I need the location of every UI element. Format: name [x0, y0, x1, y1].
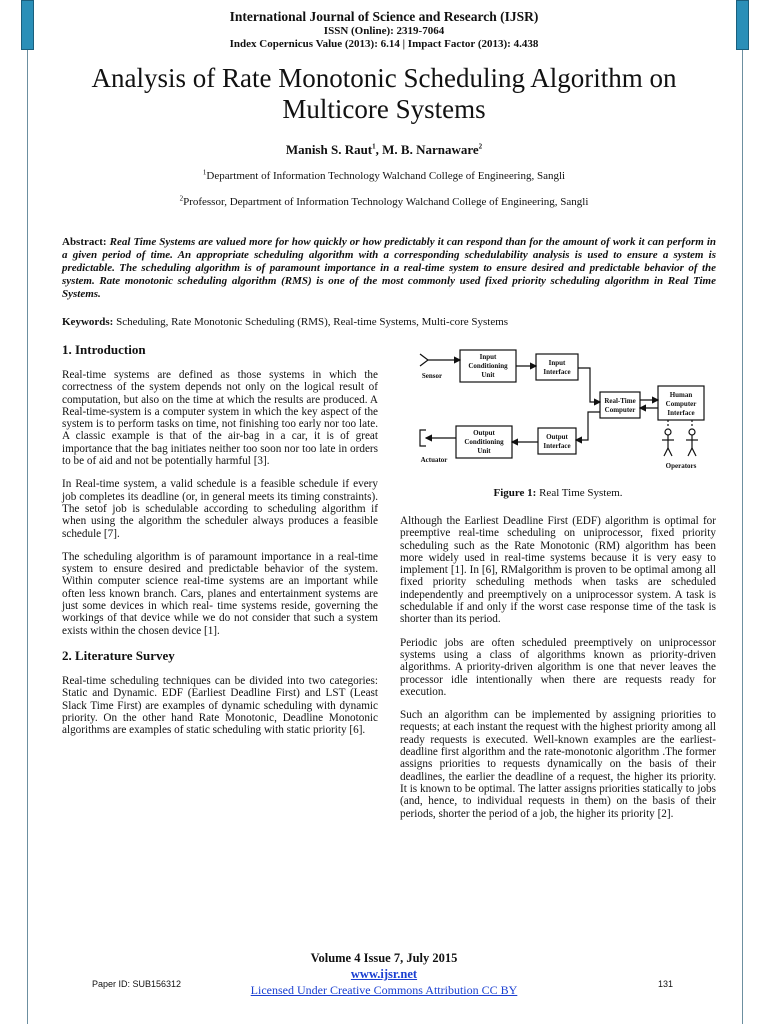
figure-caption	[400, 487, 716, 499]
affiliation-1: $^1$Department of Information Technology Walchand College of Engineering, Sangli	[202, 168, 566, 182]
section-heading-introduction: 1. Introduction	[62, 342, 146, 357]
section-heading-literature-survey: 2. Literature Survey	[62, 647, 175, 663]
affiliation-2: $^2$Professor, Department of Information Technology Walchand College of Engineering, Sangli	[179, 194, 589, 208]
real-time-computer-box	[600, 392, 640, 418]
svg-text:Unit: Unit	[477, 447, 491, 455]
svg-text:Output: Output	[473, 429, 495, 437]
paragraph: Although the Earliest Deadline First (EDF) algorithm is optimal for preemptive real-time scheduling on uniprocessor, fixed priority scheduling such as the Rate Monotonic (RM) algorithm has been more widely used in real-time systems because it is very easy to implement [1]. In [6], RMalgorithm is proven to be optimal among all fixed priority scheduling methods when tasks are scheduled independently and preemptively on a uniprocessor system. A task is schedulable if and only if the worst case response time of the task is shorter than its period.	[400, 515, 716, 626]
svg-text:Conditioning: Conditioning	[464, 438, 504, 446]
abstract	[62, 236, 716, 301]
svg-text:Output: Output	[546, 433, 568, 441]
figure-real-time-system	[414, 346, 716, 476]
output-interface-box	[538, 428, 576, 454]
journal-issn: ISSN (Online): 2319-7064	[323, 25, 445, 37]
figure-caption-text: Real Time System.	[536, 487, 623, 499]
footer-url-link[interactable]: www.ijsr.net	[350, 967, 418, 981]
paper-title: Analysis of Rate Monotonic Scheduling Algorithm on Multicore Systems	[91, 63, 677, 124]
footer-license-link[interactable]: Licensed Under Creative Commons Attribution CC BY	[250, 983, 518, 997]
paragraph: In Real-time system, a valid schedule is a feasible schedule if every job completes its deadline (or, in general meets its timing constraints). The setof job is schedulable according to scheduling algorithm if when using the algorithm the scheduler always produces a feasible schedule [7].	[62, 478, 378, 540]
svg-text:Human: Human	[669, 391, 693, 399]
svg-text:Operators: Operators	[665, 462, 697, 470]
svg-text:Conditioning: Conditioning	[468, 362, 508, 370]
journal-index: Index Copernicus Value (2013): 6.14 | Impact Factor (2013): 4.438	[229, 38, 539, 50]
journal-header	[0, 9, 768, 51]
svg-text:Input: Input	[479, 353, 497, 361]
block-diagram	[414, 346, 716, 476]
footer-volume: Volume 4 Issue 7, July 2015	[310, 951, 458, 965]
svg-text:Interface: Interface	[543, 442, 571, 450]
svg-text:Input: Input	[548, 359, 566, 367]
paragraph: Real-time scheduling techniques can be divided into two categories: Static and Dynamic. EDF (Earliest Deadline First) and LST (Least Slack Time First) are examples of dynamic scheduling with dynamic priority. On the other hand Rate Monotonic, Deadline Monotonic algorithms are examples of static scheduling with static priority [6].	[62, 674, 378, 737]
author-line: Manish S. Raut$^1$, M. B. Narnaware$^2$	[285, 142, 483, 157]
input-interface-box	[536, 354, 578, 380]
svg-text:Sensor: Sensor	[421, 372, 443, 380]
svg-text:Actuator: Actuator	[420, 456, 448, 464]
svg-text:Computer: Computer	[665, 400, 697, 408]
author-2: M. B. Narnaware	[382, 142, 479, 157]
svg-text:Interface: Interface	[667, 409, 695, 417]
journal-name: International Journal of Science and Research (IJSR)	[229, 9, 539, 24]
paragraph: Periodic jobs are often scheduled preemptively on uniprocessor systems using a class of algorithms known as priority-driven algorithms. A priority-driven algorithm is one that never leaves the processor idle intentionally when there are requests ready for execution.	[400, 636, 716, 698]
keywords-text: Scheduling, Rate Monotonic Scheduling (RMS), Real-time Systems, Multi-core Systems	[116, 316, 509, 328]
svg-text:Interface: Interface	[543, 368, 571, 376]
paper-id: Paper ID: SUB156312	[92, 979, 182, 989]
right-column	[400, 515, 716, 831]
paragraph: Such an algorithm can be implemented by assigning priorities to requests; at each instant the request with the highest priority among all ready requests is executed. Well-known examples are the earliest-deadline first algorithm and the rate-monotonic algorithm .The former assigns priorities to requests dynamically on the basis of their deadlines, the earlier the deadline of a request, the higher its priority. It is known to be optimal. The latter assigns priorities statically to jobs (and, hence, to individual requests in them) on the basis of their periods, shorter the period of a job, the higher its priority [2].	[400, 709, 716, 820]
svg-text:Real-Time: Real-Time	[604, 397, 636, 405]
svg-text:Computer: Computer	[604, 406, 636, 414]
keywords	[62, 316, 716, 329]
paragraph: The scheduling algorithm is of paramount importance in a real-time system to ensure desired and predictable behavior of the system. Within computer science real-time systems are an important while often less known branch. Cars, planes and entertainment systems are just some devices in which real- time systems reside, governing the workings of that device while we do not consider that such a system exists within the chosen device [1].	[62, 550, 378, 637]
author-1: Manish S. Raut	[285, 142, 373, 157]
svg-text:Unit: Unit	[481, 371, 495, 379]
abstract-text: Real Time Systems are valued more for how quickly or how predictably it can respond than for the amount of work it can perform in a given period of time. An appropriate scheduling algorithm with a corresponding schedulability analysis is used to ensure a system is predictable. The scheduling algorithm is of paramount importance in a real-time system to ensure desired and predictable behavior of the system. Rate monotonic scheduling algorithm (RMS) is one of the most commonly used fixed priority scheduling algorithm in Real Time Systems.	[62, 236, 716, 300]
paragraph: Real-time systems are defined as those systems in which the correctness of the system depends not only on the logical result of computation, but also on the time at which the results are produced. A Real-time-system is a computer system in which the key aspect of the system is to perform tasks on time, not finishing too early nor too late. A classic example is that of the air-bag in a car, it is of great importance that the bag initiates neither too soon nor too late in orders to be of aid and not be potentially harmful [3].	[62, 369, 378, 468]
page-number: 131	[658, 979, 674, 989]
abstract-label: Abstract:	[62, 236, 107, 248]
figure-label: Figure 1:	[493, 487, 537, 499]
keywords-label: Keywords:	[62, 316, 114, 328]
left-column	[62, 342, 378, 747]
